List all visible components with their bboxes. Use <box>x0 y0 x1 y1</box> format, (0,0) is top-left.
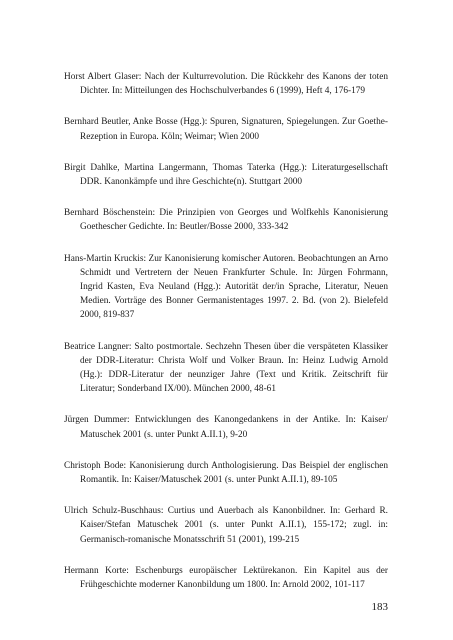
bibliography-list <box>64 70 388 609</box>
bibliography-entry: Hermann Korte: Eschenburgs europäischer Lektürekanon. Ein Kapitel aus der Frühgeschichte moderner Kanonbildung um 1800. In: Arnold 2002, 101-117 <box>64 565 388 591</box>
bibliography-entry: Birgit Dahlke, Martina Langermann, Thomas Taterka (Hgg.): Literaturgesellschaft DDR. Kanonkämpfe und ihre Geschichte(n). Stuttgart 2000 <box>64 162 388 188</box>
bibliography-entry: Bernhard Böschenstein: Die Prinzipien von Georges und Wolfkehls Kanonisierung Goethescher Gedichte. In: Beutler/Bosse 2000, 333-342 <box>64 208 388 233</box>
bibliography-entry: Horst Albert Glaser: Nach der Kulturrevolution. Die Rückkehr des Kanons der toten Dichter. In: Mitteilungen des Hochschulverbandes 6 (1999), Heft 4, 176-179 <box>64 72 388 97</box>
bibliography-entry: Beatrice Langner: Salto postmortale. Sechzehn Thesen über die verspäteten Klassiker der DDR-Literatur: Christa Wolf und Volker Braun. In: Heinz Ludwig Arnold (Hg.): DDR-Literatur der neunziger Jahre (Text und Kritik. Zeitschrift für Literatur; Sonderband IX/00). München 2000, 48-61 <box>64 341 388 395</box>
bibliography-entry: Jürgen Dummer: Entwicklungen des Kanongedankens in der Antike. In: Kaiser/ Matuschek 2001 (s. unter Punkt A.II.1), 9-20 <box>64 415 388 440</box>
bibliography-entry: Christoph Bode: Kanonisierung durch Anthologisierung. Das Beispiel der englischen Romantik. In: Kaiser/Matuschek 2001 (s. unter Punkt A.II.1), 89-105 <box>64 460 388 486</box>
bibliography-entry: Bernhard Beutler, Anke Bosse (Hgg.): Spuren, Signaturen, Spiegelungen. Zur Goethe-Rezeption in Europa. Köln; Weimar; Wien 2000 <box>64 117 388 142</box>
page-number: 183 <box>371 601 388 613</box>
bibliography-entry: Ulrich Schulz-Buschhaus: Curtius und Auerbach als Kanonbildner. In: Gerhard R. Kaiser/Stefan Matuschek 2001 (s. unter Punkt A.II.1), 155-172; zugl. in: Germanisch-romanische Monatsschrift 51 (2001), 199-215 <box>64 506 388 545</box>
bibliography-entry: Hans-Martin Kruckis: Zur Kanonisierung komischer Autoren. Beobachtungen an Arno Schmidt und Vertretern der Neuen Frankfurter Schule. In: Jürgen Fohrmann, Ingrid Kasten, Eva Neuland (Hgg.): Autorität der/in Sprache, Literatur, Neuen Medien. Vorträge des Bonner Germanistentages 1997. 2. Bd. (von 2). Bielefeld 2000, 819-837 <box>64 253 388 321</box>
